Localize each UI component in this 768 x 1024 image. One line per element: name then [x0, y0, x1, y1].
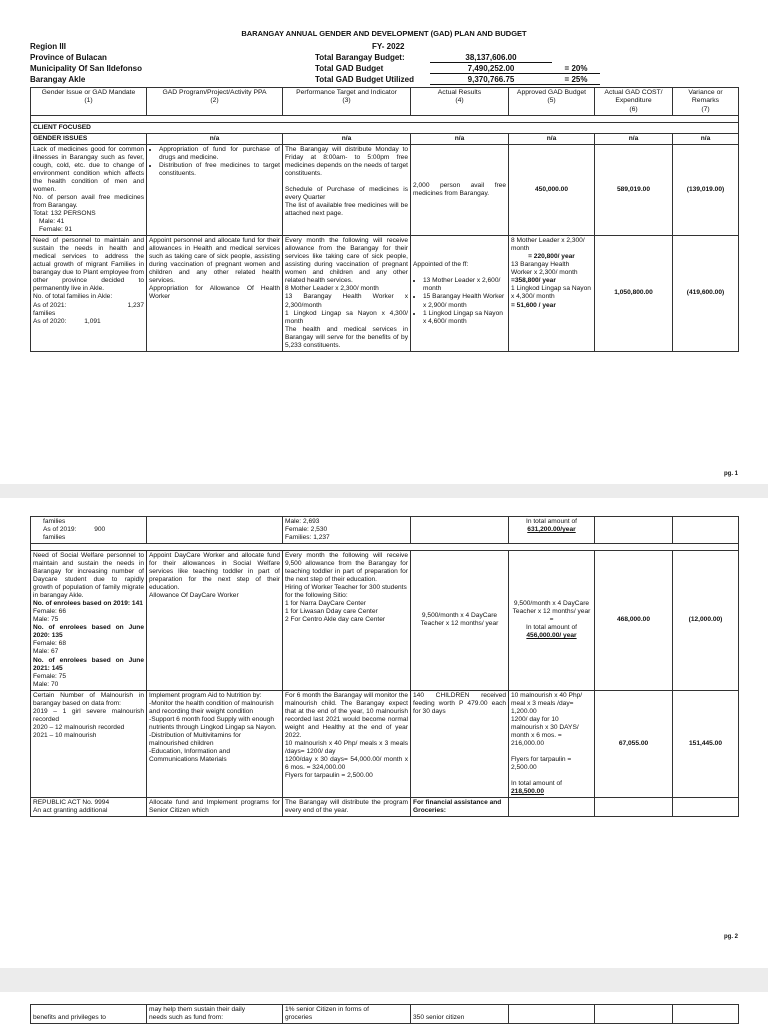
gad-budget-pct: = 20% — [552, 64, 600, 74]
result-cell: For financial assistance and Groceries: — [411, 798, 509, 817]
na-cell: n/a — [595, 133, 673, 144]
actual-cost-cell — [595, 1005, 673, 1024]
column-header: GAD Program/Project/Activity PPA (2) — [147, 88, 283, 116]
column-header: Approved GAD Budget (5) — [509, 88, 595, 116]
page-3 — [0, 992, 768, 1024]
gender-issues-label: GENDER ISSUES — [31, 133, 147, 144]
column-header: Actual GAD COST/ Expenditure (6) — [595, 88, 673, 116]
target-cell: Male: 2,693 Female: 2,530 Families: 1,237 — [283, 517, 411, 544]
column-header: Performance Target and Indicator (3) — [283, 88, 411, 116]
approved-budget-cell — [509, 1005, 595, 1024]
actual-cost-cell: 468,000.00 — [595, 551, 673, 691]
gad-budget-label: Total GAD Budget — [315, 64, 384, 73]
gad-plan-table — [30, 87, 739, 352]
variance-cell: (419,600.00) — [673, 236, 739, 351]
na-cell: n/a — [411, 133, 509, 144]
spacer-row — [31, 544, 739, 551]
page-gap — [0, 968, 768, 992]
province-label: Province of Bulacan — [30, 53, 107, 62]
actual-cost-cell — [595, 517, 673, 544]
result-cell — [411, 517, 509, 544]
ppa-cell: • Appropriation of fund for purchase of drugs and medicine. • Distribution of free medicines to target constituents. — [147, 144, 283, 235]
total-budget-label: Total Barangay Budget: — [315, 53, 405, 62]
na-cell: n/a — [673, 133, 739, 144]
gender-issue-cell: Certain Number of Malnourish in barangay based on data from: 2019 – 1 girl severe malnourish recorded 2020 – 12 malnourish recorded 2021 – 10 malnourish — [31, 690, 147, 797]
na-cell: n/a — [147, 133, 283, 144]
approved-budget-cell: 450,000.00 — [509, 144, 595, 235]
column-header: Gender Issue or GAD Mandate (1) — [31, 88, 147, 116]
gender-issue-cell: Need of Social Welfare personnel to maintain and sustain the needs in Barangay for increasing number of Daycare student due to rapidly growth of population of family migrate in barangay Akle. No. of enrolees based on 2019: 141 Female: 66 Male: 75 No. of enrolees based on June 2020: 135 Female: 68 Male: 67 No. of enrolees based on June 2021: 145 Female: 75 Male: 70 — [31, 551, 147, 691]
table-row — [31, 690, 739, 797]
table-row — [31, 517, 739, 544]
result-cell: 140 CHILDREN received feeding worth P 479.00 each for 30 days — [411, 690, 509, 797]
actual-cost-cell: 67,055.00 — [595, 690, 673, 797]
region-label: Region III — [30, 42, 66, 51]
gad-utilized-label: Total GAD Budget Utilized — [315, 75, 414, 84]
gad-plan-table-continued — [30, 1004, 739, 1024]
target-cell: For 6 month the Barangay will monitor the malnourish child. The Barangay expect that at the end of the year, 10 malnourish recorded last 2021 would become normal weight and Healthy at the end of year 2022. 10 malnourish x 40 Php/ meals x 3 meals /days= 1200/ day 1200/day x 30 days= 54,000.00/ month x 6 mos. = 324,000.00 Flyers for tarpaulin = 2,500.00 — [283, 690, 411, 797]
gender-issue-cell: families As of 2019: 900 families — [31, 517, 147, 544]
result-cell: 2,000 person avail free medicines from Barangay. — [411, 144, 509, 235]
column-header: Actual Results (4) — [411, 88, 509, 116]
ppa-cell: may help them sustain their daily needs such as fund from: — [147, 1005, 283, 1024]
table-row — [31, 551, 739, 691]
approved-budget-cell: 9,500/month x 4 DayCare Teacher x 12 months/ year = In total amount of 456,000.00/ year — [509, 551, 595, 691]
target-cell: Every month the following will receive allowance from the Barangay for their services like taking care of sick people, assisting during vaccination of pregnant women and children and any other related health services. 8 Mother Leader x 2,300/ month 13 Barangay Health Worker x 2,300/month 1 Lingkod Lingap sa Nayon x 4,300/ month The health and medical services in Barangay will serve for the benefits of by 5,233 constituents. — [283, 236, 411, 351]
target-cell: The Barangay will distribute Monday to Friday at 8:00am- to 5:00pm free medicines depends on the needs of target constituents. Schedule of Purchase of medicines is every Quarter The list of available free medicines will be attached next page. — [283, 144, 411, 235]
barangay-label: Barangay Akle — [30, 75, 86, 84]
table-row — [31, 144, 739, 235]
fiscal-year: FY- 2022 — [372, 42, 405, 51]
ppa-cell — [147, 517, 283, 544]
client-focused-row — [31, 122, 739, 133]
total-budget-value: 38,137,606.00 — [430, 53, 552, 63]
approved-budget-cell: 8 Mother Leader x 2,300/ month = 220,800/ year 13 Barangay Health Worker x 2,300/ month =358,800/ year 1 Lingkod Lingap sa Nayon x 4,300/ month = 51,600 / year — [509, 236, 595, 351]
gad-budget-value: 7,490,252.00 — [430, 64, 552, 74]
gender-issue-cell: Need of personnel to maintain and sustain the needs in health and medical services to address the actual growth of migrant Families in barangay due to Plant employee from other province decided to permanently live in Akle. No. of total families in Akle: As of 2021: 1,237 families As of 2020: 1,091 — [31, 236, 147, 351]
spacer-row — [31, 115, 739, 122]
target-cell: 1% senior Citizen in forms of groceries — [283, 1005, 411, 1024]
municipality-label: Municipality Of San Ildefonso — [30, 64, 143, 73]
table-row — [31, 798, 739, 817]
variance-cell: (139,019.00) — [673, 144, 739, 235]
gender-issue-cell: benefits and privileges to — [31, 1005, 147, 1024]
gad-utilized-value: 9,370,766.75 — [430, 75, 552, 85]
actual-cost-cell: 1,050,800.00 — [595, 236, 673, 351]
gad-plan-table-continued — [30, 516, 739, 817]
gender-issues-row — [31, 133, 739, 144]
gender-issue-cell: Lack of medicines good for common illnesses in Barangay such as fever, cough, cold, etc. due to change of environment condition which affects the health condition of men and women. No. of person avail free medicines from Barangay. Total: 132 PERSONS Male: 41 Female: 91 — [31, 144, 147, 235]
target-cell: Every month the following will receive 9,500 allowance from the Barangay for teaching toddler in part of preparation for the next step of their education. Hiring of Worker Teacher for 300 students for the following Sitio: 1 for Narra DayCare Center 1 for Liwasan Dday care Center 2 For Centro Akle day care Center — [283, 551, 411, 691]
column-header-row — [31, 88, 739, 116]
actual-cost-cell: 589,019.00 — [595, 144, 673, 235]
approved-budget-cell — [509, 798, 595, 817]
result-cell: 9,500/month x 4 DayCare Teacher x 12 months/ year — [411, 551, 509, 691]
page-gap — [0, 484, 768, 498]
approved-budget-cell: In total amount of 631,200.00/year — [509, 517, 595, 544]
ppa-cell: Appoint DayCare Worker and allocate fund for their allowances in Social Welfare services like teaching toddler in part of preparation for the next step of their education. Allowance Of DayCare Worker — [147, 551, 283, 691]
result-cell: 350 senior citizen — [411, 1005, 509, 1024]
na-cell: n/a — [509, 133, 595, 144]
page-number: pg. 2 — [723, 934, 738, 940]
actual-cost-cell — [595, 798, 673, 817]
ppa-cell: Allocate fund and Implement programs for Senior Citizen which — [147, 798, 283, 817]
variance-cell — [673, 517, 739, 544]
target-cell: The Barangay will distribute the program every end of the year. — [283, 798, 411, 817]
ppa-cell: Implement program Aid to Nutrition by: -Monitor the health condition of malnourish and recording their weight condition -Support 6 month food Supply with enough nutrients through Lingkod Lingap sa Nayon. -Distribution of Multivitamins for malnourished children -Education, Information and Communications Materials — [147, 690, 283, 797]
variance-cell: 151,445.00 — [673, 690, 739, 797]
page-number: pg. 1 — [723, 471, 738, 477]
client-focused-label: CLIENT FOCUSED — [31, 122, 739, 133]
table-row — [31, 1005, 739, 1024]
column-header: Variance or Remarks (7) — [673, 88, 739, 116]
gender-issue-cell: REPUBLIC ACT No. 9994 An act granting additional — [31, 798, 147, 817]
document-title: BARANGAY ANNUAL GENDER AND DEVELOPMENT (GAD) PLAN AND BUDGET — [241, 29, 527, 38]
gad-utilized-pct: = 25% — [552, 75, 600, 85]
variance-cell — [673, 798, 739, 817]
variance-cell — [673, 1005, 739, 1024]
na-cell: n/a — [283, 133, 411, 144]
approved-budget-cell: 10 malnourish x 40 Php/ meal x 3 meals /day= 1,200.00 1200/ day for 10 malnourish x 30 DAYS/ month x 6 mos. = 216,000.00 Flyers for tarpaulin = 2,500.00 In total amount of 218,500.00 — [509, 690, 595, 797]
page-2 — [0, 498, 768, 968]
result-cell: Appointed of the ff: • 13 Mother Leader x 2,600/ month • 15 Barangay Health Worker x 2,900/ month • 1 Lingkod Lingap sa Nayon x 4,600/ month — [411, 236, 509, 351]
table-row — [31, 236, 739, 351]
variance-cell: (12,000.00) — [673, 551, 739, 691]
ppa-cell: Appoint personnel and allocate fund for their allowances in Health and medical services such as taking care of sick people, assisting during vaccination of pregnant women and children and any other related health services. Appropriation for Allowance Of Health Worker — [147, 236, 283, 351]
page-1 — [0, 0, 768, 477]
